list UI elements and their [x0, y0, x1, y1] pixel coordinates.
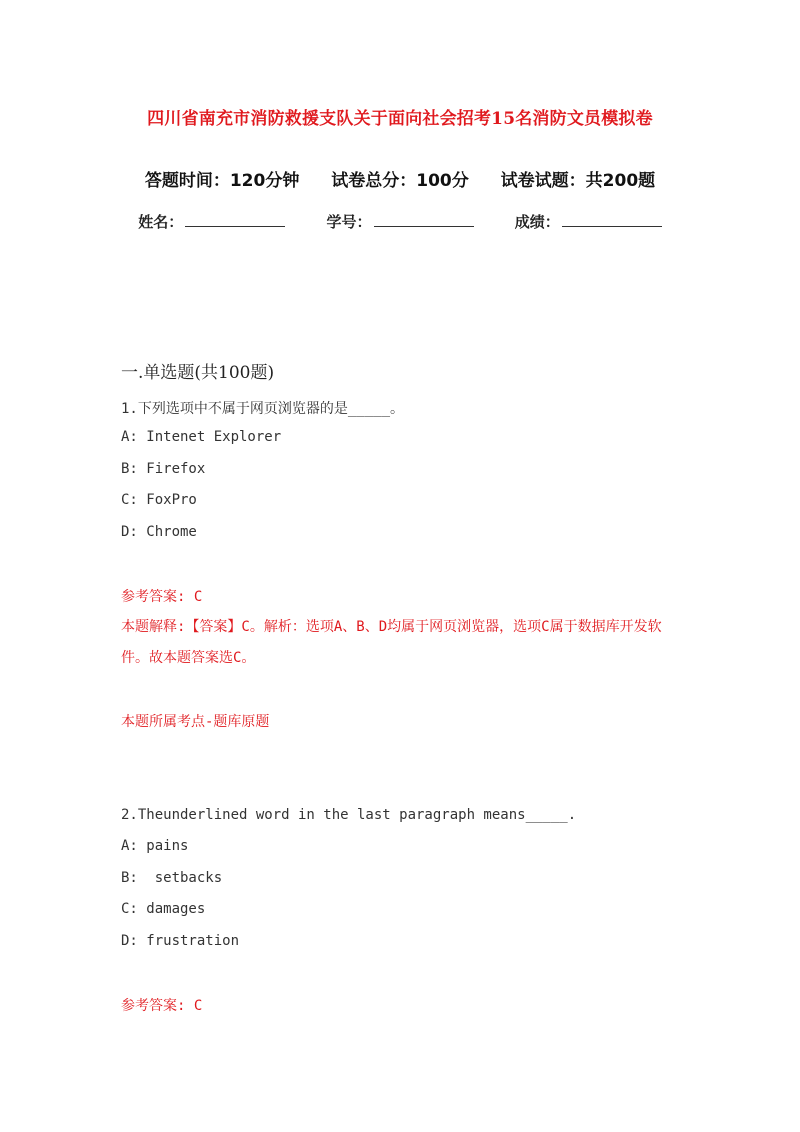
- exam-time: 答题时间：120分钟: [144, 171, 300, 191]
- question-2-option-d: D: frustration: [121, 933, 240, 949]
- exam-meta: [0, 166, 800, 191]
- name-blank: [185, 212, 285, 227]
- exam-question-count: 试卷试题：共200题: [500, 171, 656, 191]
- question-1-stem: 1.下列选项中不属于网页浏览器的是_____。: [121, 401, 404, 417]
- question-2-option-a: A: pains: [121, 838, 189, 854]
- question-1-option-a: A: Intenet Explorer: [121, 429, 282, 445]
- section-title: 一.单选题(共100题): [121, 363, 275, 383]
- exam-title: 四川省南充市消防救援支队关于面向社会招考15名消防文员模拟卷: [147, 109, 653, 129]
- student-id-field: [326, 211, 473, 232]
- student-info-row: [0, 211, 800, 232]
- question-1-option-d: D: Chrome: [121, 524, 197, 540]
- name-field: [138, 211, 285, 232]
- question-2-stem: 2.Theunderlined word in the last paragraph means_____.: [121, 807, 577, 823]
- question-1-answer: 参考答案: C: [121, 589, 203, 605]
- score-label: 成绩：: [514, 213, 560, 231]
- question-1-explanation: 本题解释:【答案】C。解析：选项A、B、D均属于网页浏览器，选项C属于数据库开发软件。故本题答案选C。: [121, 619, 662, 666]
- exam-total-score: 试卷总分：100分: [331, 171, 469, 191]
- question-2-answer: 参考答案: C: [121, 998, 203, 1014]
- score-field: [515, 211, 662, 232]
- student-id-label: 学号：: [326, 213, 372, 231]
- question-2-option-b: B: setbacks: [121, 870, 223, 886]
- question-1-option-b: B: Firefox: [121, 461, 206, 477]
- question-2-option-c: C: damages: [121, 901, 206, 917]
- student-id-blank: [374, 212, 474, 227]
- question-1-option-c: C: FoxPro: [121, 492, 197, 508]
- score-blank: [562, 212, 662, 227]
- question-1-tag: 本题所属考点-题库原题: [121, 714, 270, 730]
- name-label: 姓名：: [138, 213, 184, 231]
